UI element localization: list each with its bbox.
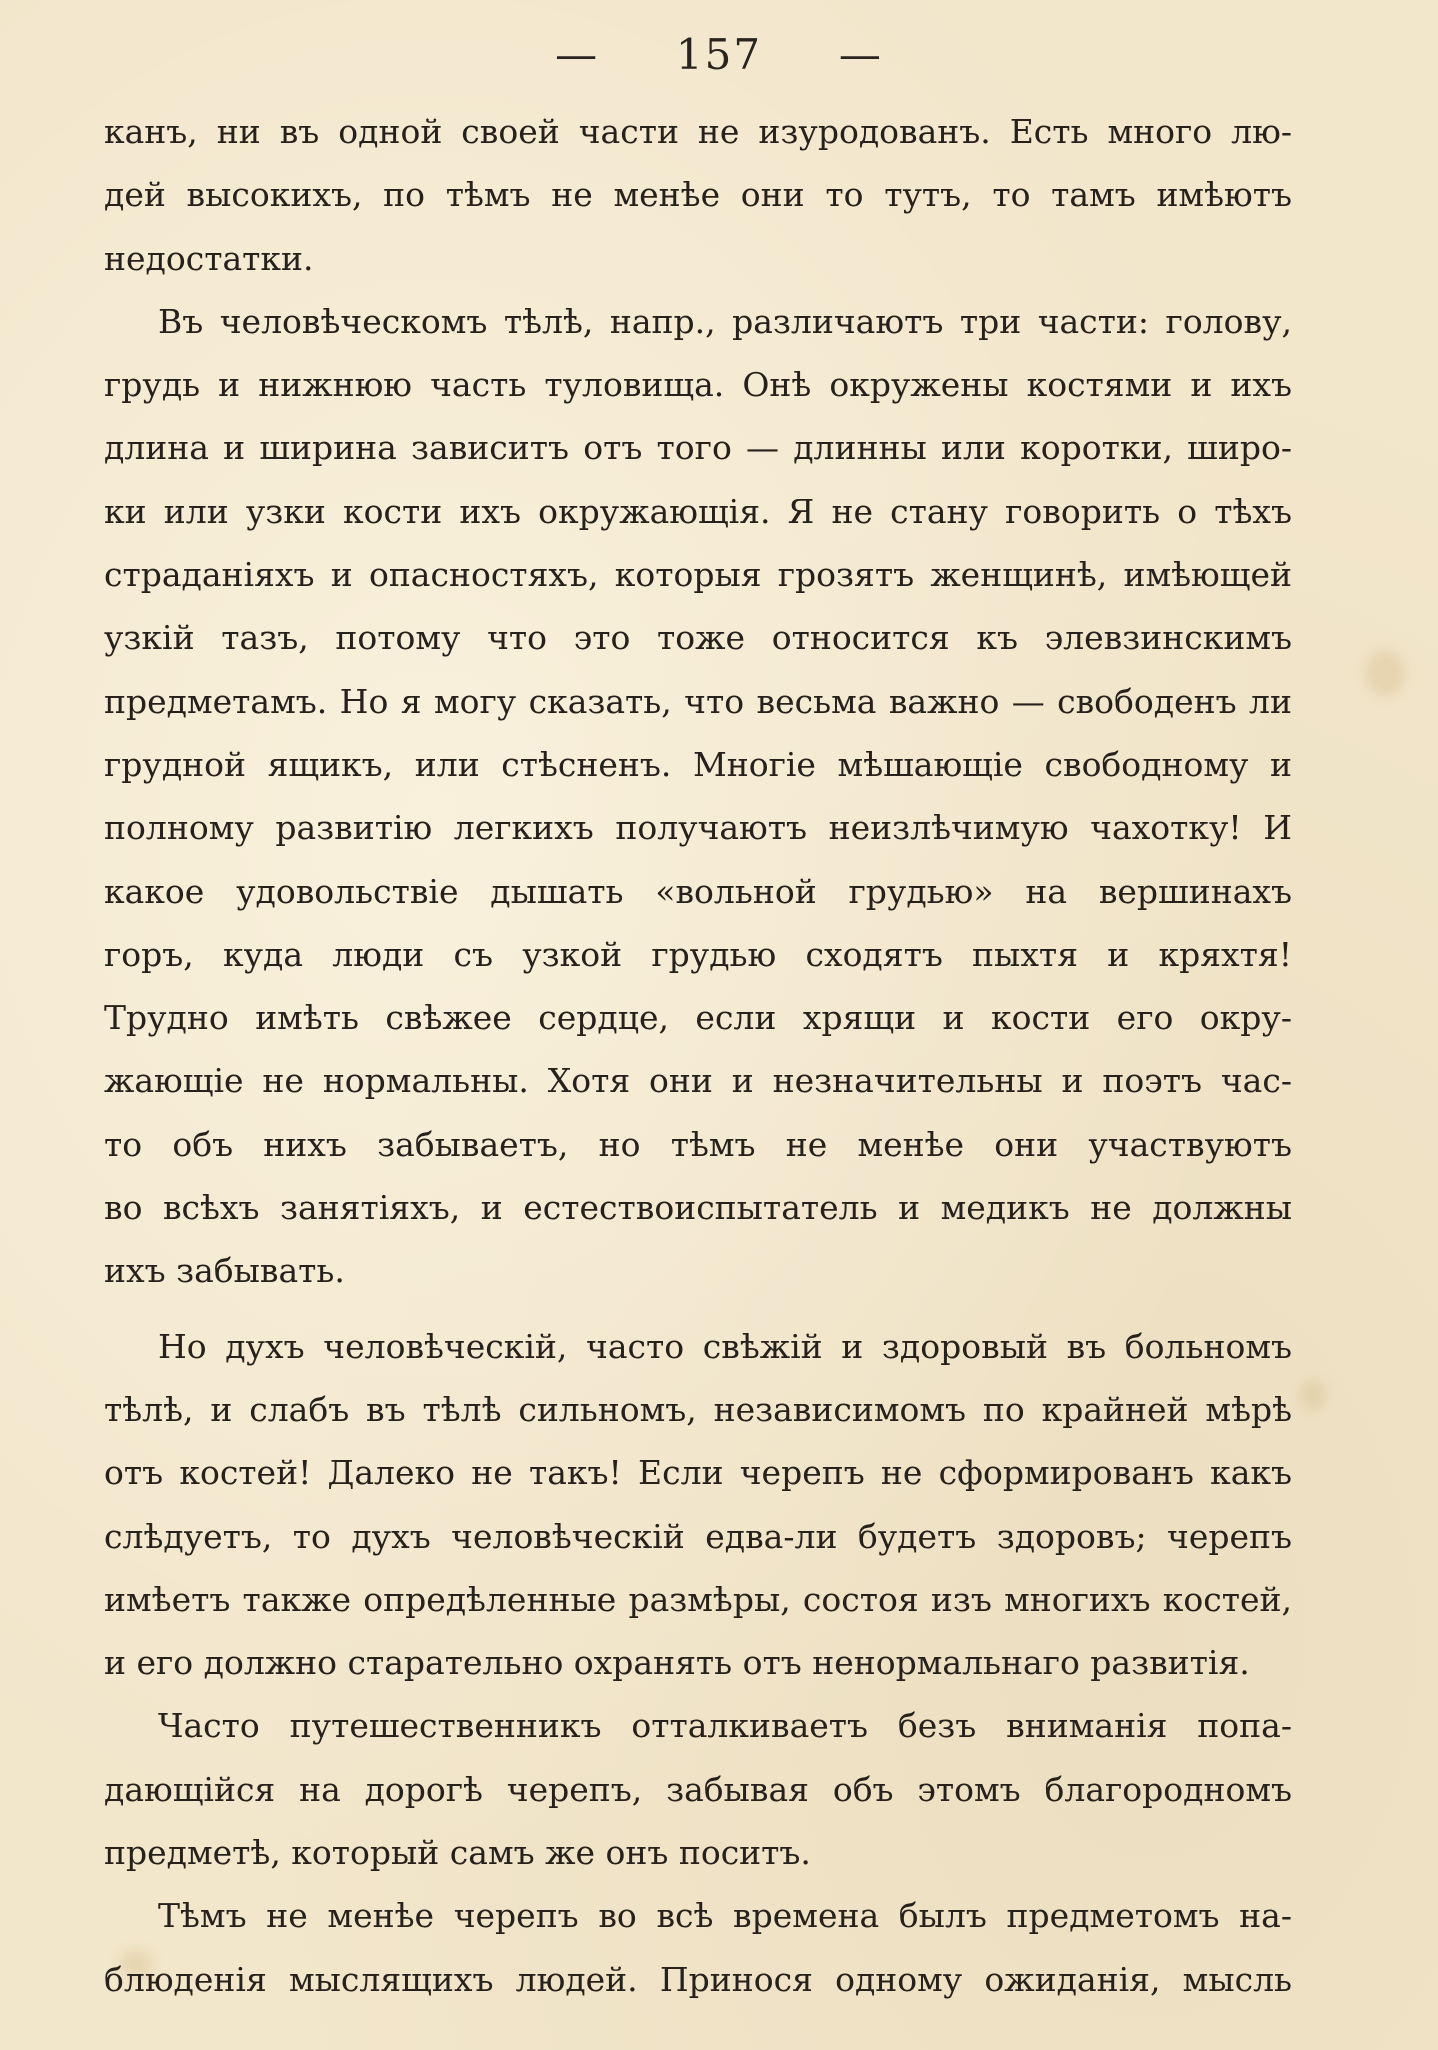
text-line: грудной ящикъ, или стѣсненъ. Многіе мѣшающіе свободному и (104, 744, 1292, 784)
text-line: Часто путешественникъ отталкиваетъ безъ вниманія попа- (158, 1706, 1292, 1746)
text-line: жающіе не нормальны. Хотя они и незначительны и поэтъ час- (104, 1061, 1292, 1101)
text-line: дей высокихъ, по тѣмъ не менѣе они то тутъ, то тамъ имѣютъ (104, 175, 1292, 215)
page-body (104, 100, 1292, 2011)
text-line: страданіяхъ и опасностяхъ, которыя грозятъ женщинѣ, имѣющей (104, 555, 1292, 595)
text-line: длина и ширина зависитъ отъ того — длинны или коротки, широ- (104, 428, 1292, 468)
text-line: имѣетъ также опредѣленные размѣры, состоя изъ многихъ костей, (104, 1579, 1292, 1619)
text-line: ки или узки кости ихъ окружающія. Я не стану говорить о тѣхъ (104, 491, 1292, 531)
text-line: дающійся на дорогѣ черепъ, забывая объ этомъ благородномъ (104, 1769, 1292, 1809)
text-line: узкій тазъ, потому что это тоже относится къ элевзинскимъ (104, 618, 1292, 658)
text-line: то объ нихъ забываетъ, но тѣмъ не менѣе они участвуютъ (104, 1124, 1292, 1164)
page-number: 157 (675, 30, 763, 79)
paper-stain (1365, 650, 1405, 696)
text-line: во всѣхъ занятіяхъ, и естествоиспытатель и медикъ не должны (104, 1188, 1292, 1228)
header-dash-right: — (838, 30, 883, 79)
text-line: грудь и нижнюю часть туловища. Онѣ окружены костями и ихъ (104, 365, 1292, 405)
text-line: слѣдуетъ, то духъ человѣческій едва-ли будетъ здоровъ; черепъ (104, 1516, 1292, 1556)
text-line: канъ, ни въ одной своей части не изуродованъ. Есть много лю- (104, 112, 1292, 151)
text-line: ихъ забывать. (104, 1251, 345, 1291)
text-line: тѣлѣ, и слабъ въ тѣлѣ сильномъ, независимомъ по крайней мѣрѣ (104, 1389, 1292, 1429)
text-line: и его должно старательно охранять отъ ненормальнаго развитія. (104, 1643, 1250, 1683)
header-dash-left: — (555, 30, 600, 79)
text-line: отъ костей! Далеко не такъ! Если черепъ не сформированъ какъ (104, 1453, 1292, 1493)
paper-stain (1300, 1380, 1326, 1410)
text-line: полному развитію легкихъ получаютъ неизлѣчимую чахотку! И (104, 808, 1292, 848)
text-line: Въ человѣческомъ тѣлѣ, напр., различаютъ три части: голову, (158, 301, 1292, 341)
text-line: горъ, куда люди съ узкой грудью сходятъ пыхтя и кряхтя! (104, 934, 1292, 974)
text-line: Тѣмъ не менѣе черепъ во всѣ времена былъ предметомъ на- (158, 1896, 1292, 1936)
page-header (0, 30, 1438, 90)
text-line: предметѣ, который самъ же онъ поситъ. (104, 1833, 811, 1873)
text-line: блюденія мыслящихъ людей. Принося одному ожиданія, мысль (104, 1959, 1292, 1999)
text-line: Но духъ человѣческій, часто свѣжій и здоровый въ больномъ (158, 1326, 1292, 1366)
text-line: Трудно имѣть свѣжее сердце, если хрящи и кости его окру- (104, 998, 1292, 1038)
text-line: предметамъ. Но я могу сказать, что весьма важно — свободенъ ли (104, 681, 1292, 721)
text-line: недостатки. (104, 238, 314, 278)
text-line: какое удовольствіе дышать «вольной грудью» на вершинахъ (104, 871, 1292, 911)
